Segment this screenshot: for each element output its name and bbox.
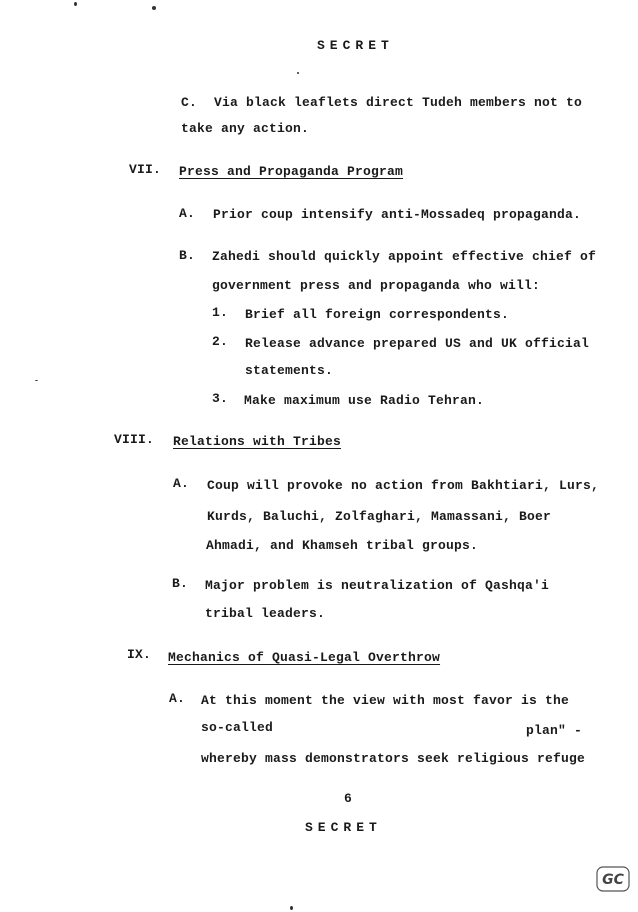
section-vii-numeral: VII. — [129, 162, 162, 177]
section-viii-numeral: VIII. — [114, 432, 155, 447]
scan-speck — [35, 380, 38, 381]
vii-b-3-line-1: Make maximum use Radio Tehran. — [244, 393, 485, 408]
vii-b-1-line-1: Brief all foreign correspondents. — [245, 307, 510, 322]
viii-a-line-3: Ahmadi, and Khamseh tribal groups. — [206, 538, 479, 553]
header-classification: SECRET — [317, 38, 394, 53]
scan-speck — [152, 6, 156, 10]
vii-b-marker: B. — [179, 248, 196, 263]
vii-b-line-2: government press and propaganda who will: — [212, 278, 541, 293]
page-number: 6 — [344, 791, 353, 806]
vii-b-2-line-1: Release advance prepared US and UK official — [245, 336, 590, 351]
scan-speck — [74, 2, 77, 6]
section-vii-title: Press and Propaganda Program — [179, 164, 404, 179]
ix-a-line-1: At this moment the view with most favor is the — [201, 693, 570, 708]
ix-a-line-3: whereby mass demonstrators seek religious refuge — [201, 751, 586, 766]
section-viii-title: Relations with Tribes — [173, 434, 342, 449]
vii-b-line-1: Zahedi should quickly appoint effective chief of — [212, 249, 597, 264]
viii-b-marker: B. — [172, 576, 189, 591]
section-ix-numeral: IX. — [127, 647, 152, 662]
vii-b-2-line-2: statements. — [245, 363, 334, 378]
scan-speck — [290, 906, 293, 910]
vii-a-marker: A. — [179, 206, 196, 221]
c-item-marker: C. — [181, 95, 198, 110]
section-ix-title: Mechanics of Quasi-Legal Overthrow — [168, 650, 441, 665]
viii-a-line-2: Kurds, Baluchi, Zolfaghari, Mamassani, Boer — [207, 509, 552, 524]
vii-a-line-1: Prior coup intensify anti-Mossadeq propaganda. — [213, 207, 582, 222]
scan-speck — [297, 72, 299, 74]
footer-classification: SECRET — [305, 820, 382, 835]
vii-b-3-marker: 3. — [212, 391, 229, 406]
ix-a-line-2a: so-called — [201, 720, 274, 735]
viii-a-marker: A. — [173, 476, 190, 491]
viii-b-line-2: tribal leaders. — [205, 606, 326, 621]
vii-b-1-marker: 1. — [212, 305, 229, 320]
viii-b-line-1: Major problem is neutralization of Qashqa'i — [205, 578, 550, 593]
ix-a-line-2b: plan" - — [526, 723, 583, 738]
viii-a-line-1: Coup will provoke no action from Bakhtiari, Lurs, — [207, 478, 600, 493]
gc-watermark-logo — [596, 866, 630, 892]
c-item-line-1: Via black leaflets direct Tudeh members not to — [214, 95, 583, 110]
vii-b-2-marker: 2. — [212, 334, 229, 349]
c-item-line-2: take any action. — [181, 121, 310, 136]
ix-a-marker: A. — [169, 691, 186, 706]
gc-watermark-text: GC — [602, 872, 624, 888]
